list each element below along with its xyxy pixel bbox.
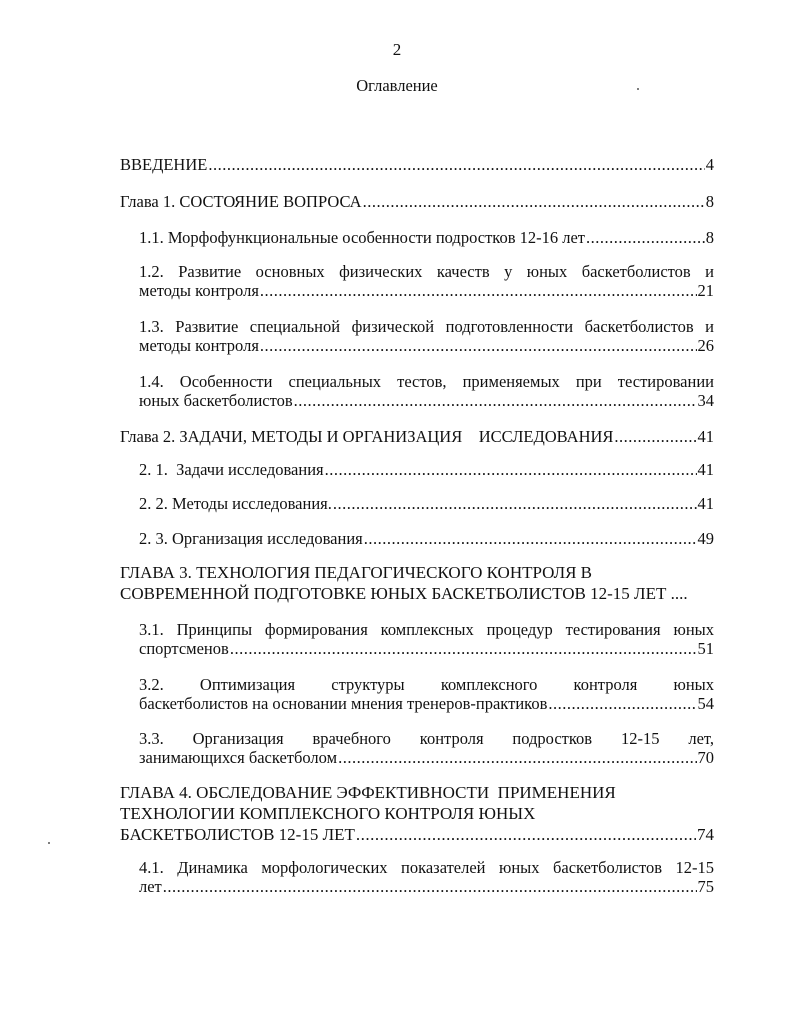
toc-entry-title: ГЛАВА 3. ТЕХНОЛОГИЯ ПЕДАГОГИЧЕСКОГО КОНТРОЛЯ В xyxy=(120,563,593,582)
toc-line xyxy=(139,675,714,694)
toc-line xyxy=(139,858,714,877)
toc-entry-3-1 xyxy=(139,620,714,658)
toc-entry-1-1 xyxy=(139,228,714,247)
toc-line xyxy=(139,336,714,355)
toc-line xyxy=(120,155,714,174)
toc-line xyxy=(139,317,714,336)
toc-entry-2-2 xyxy=(139,494,714,513)
toc-entry-title: 1.4. Особенности специальных тестов, применяемых при тестировании xyxy=(139,372,714,391)
scan-speck xyxy=(48,842,50,844)
leader-dots xyxy=(208,155,704,174)
leader-dots xyxy=(364,529,697,548)
toc-entry-chapter-4 xyxy=(120,782,714,845)
toc-entry-title-cont: методы контроля xyxy=(139,281,259,300)
leader-dots xyxy=(333,494,697,513)
toc-entry-chapter-1 xyxy=(120,192,714,211)
toc-page-number: 49 xyxy=(697,529,714,548)
toc-line xyxy=(139,494,714,513)
toc-entry-title: 3.1. Принципы формирования комплексных процедур тестирования юных xyxy=(139,620,714,639)
toc-page-number: 8 xyxy=(705,228,714,247)
toc-entry-1-4 xyxy=(139,372,714,410)
leader-dots xyxy=(614,427,696,446)
toc-entry-2-1 xyxy=(139,460,714,479)
toc-entry-1-2 xyxy=(139,262,714,300)
toc-line xyxy=(139,228,714,247)
toc-page-number: 21 xyxy=(697,281,714,300)
toc-line xyxy=(139,639,714,658)
toc-page-number: 51 xyxy=(697,639,714,658)
toc-entry-3-2 xyxy=(139,675,714,713)
toc-line xyxy=(139,372,714,391)
toc-page-number: 4 xyxy=(705,155,714,174)
toc-line xyxy=(139,281,714,300)
leader-dots xyxy=(163,877,697,896)
leader-dots xyxy=(260,336,697,355)
toc-page-number: 41 xyxy=(697,460,714,479)
toc-entry-title-cont: занимающихся баскетболом xyxy=(139,748,338,767)
toc-line xyxy=(120,824,714,845)
leader-dots xyxy=(325,460,697,479)
toc-entry-title: Глава 2. ЗАДАЧИ, МЕТОДЫ И ОРГАНИЗАЦИЯ ИССЛЕДОВАНИЯ xyxy=(120,427,614,446)
toc-line xyxy=(139,729,714,748)
toc-entry-title-cont: ТЕХНОЛОГИИ КОМПЛЕКСНОГО КОНТРОЛЯ ЮНЫХ xyxy=(120,804,536,823)
toc-entry-title: 1.1. Морфофункциональные особенности подростков 12-16 лет xyxy=(139,228,586,247)
scan-speck xyxy=(637,88,639,90)
toc-entry-title: 1.2. Развитие основных физических качеств у юных баскетболистов и xyxy=(139,262,714,281)
toc-entry-chapter-2 xyxy=(120,427,714,446)
toc-entry-title-cont: юных баскетболистов xyxy=(139,391,293,410)
leader-dots xyxy=(260,281,697,300)
toc-entry-2-3 xyxy=(139,529,714,548)
leader-dots xyxy=(363,192,705,211)
toc-entry-chapter-3 xyxy=(120,562,714,604)
toc-entry-title-cont: спортсменов xyxy=(139,639,229,658)
toc-page-number: 41 xyxy=(697,494,714,513)
leader-dots xyxy=(294,391,697,410)
toc-entry-3-3 xyxy=(139,729,714,767)
toc-page-number: 8 xyxy=(705,192,714,211)
toc-entry-1-3 xyxy=(139,317,714,355)
toc-entry-title-cont: баскетболистов на основании мнения тренеров-практиков xyxy=(139,694,548,713)
toc-page-number: 34 xyxy=(697,391,714,410)
toc-entry-title: 3.2. Оптимизация структуры комплексного контроля юных xyxy=(139,675,714,694)
toc-entry-title: 2. 1. Задачи исследования xyxy=(139,460,324,479)
leader-dots xyxy=(230,639,697,658)
leader-dots xyxy=(356,824,696,845)
toc-entry-introduction xyxy=(120,155,714,174)
toc-line xyxy=(139,391,714,410)
toc-page-number: 26 xyxy=(697,336,714,355)
leader-dots xyxy=(548,694,696,713)
page-number: 2 xyxy=(392,40,402,59)
toc-entry-title: 2. 3. Организация исследования xyxy=(139,529,363,548)
toc-page-number: 41 xyxy=(697,427,714,446)
toc-line xyxy=(139,877,714,896)
toc-entry-title: 4.1. Динамика морфологических показателей юных баскетболистов 12-15 xyxy=(139,858,714,877)
toc-line xyxy=(139,620,714,639)
leader-dots xyxy=(338,748,696,767)
toc-title: Оглавление xyxy=(356,76,438,95)
toc-entry-4-1 xyxy=(139,858,714,896)
toc-entry-title: 2. 2. Методы исследования. xyxy=(139,494,332,513)
toc-entry-title: Глава 1. СОСТОЯНИЕ ВОПРОСА xyxy=(120,192,362,211)
toc-entry-title: 3.3. Организация врачебного контроля подростков 12-15 лет, xyxy=(139,729,714,748)
leader-dots xyxy=(586,228,705,247)
toc-page-number: 70 xyxy=(697,748,714,767)
toc-line xyxy=(139,748,714,767)
toc-line xyxy=(139,694,714,713)
toc-page-number: 75 xyxy=(697,877,714,896)
toc-entry-title-cont: методы контроля xyxy=(139,336,259,355)
toc-entry-title-cont: БАСКЕТБОЛИСТОВ 12-15 ЛЕТ xyxy=(120,825,355,844)
toc-entry-title-cont: СОВРЕМЕННОЙ ПОДГОТОВКЕ ЮНЫХ БАСКЕТБОЛИСТОВ 12-15 ЛЕТ .... xyxy=(120,584,688,603)
toc-entry-title-cont: лет xyxy=(139,877,162,896)
toc-line xyxy=(139,529,714,548)
toc-entry-title: ВВЕДЕНИЕ xyxy=(120,155,208,174)
toc-line xyxy=(120,427,714,446)
toc-line xyxy=(139,460,714,479)
toc-entry-title: 1.3. Развитие специальной физической подготовленности баскетболистов и xyxy=(139,317,714,336)
toc-line xyxy=(139,262,714,281)
toc-entry-title: ГЛАВА 4. ОБСЛЕДОВАНИЕ ЭФФЕКТИВНОСТИ ПРИМЕНЕНИЯ xyxy=(120,783,616,802)
toc-page-number: 54 xyxy=(697,694,714,713)
toc-line xyxy=(120,192,714,211)
toc-page-number: 74 xyxy=(697,825,714,844)
